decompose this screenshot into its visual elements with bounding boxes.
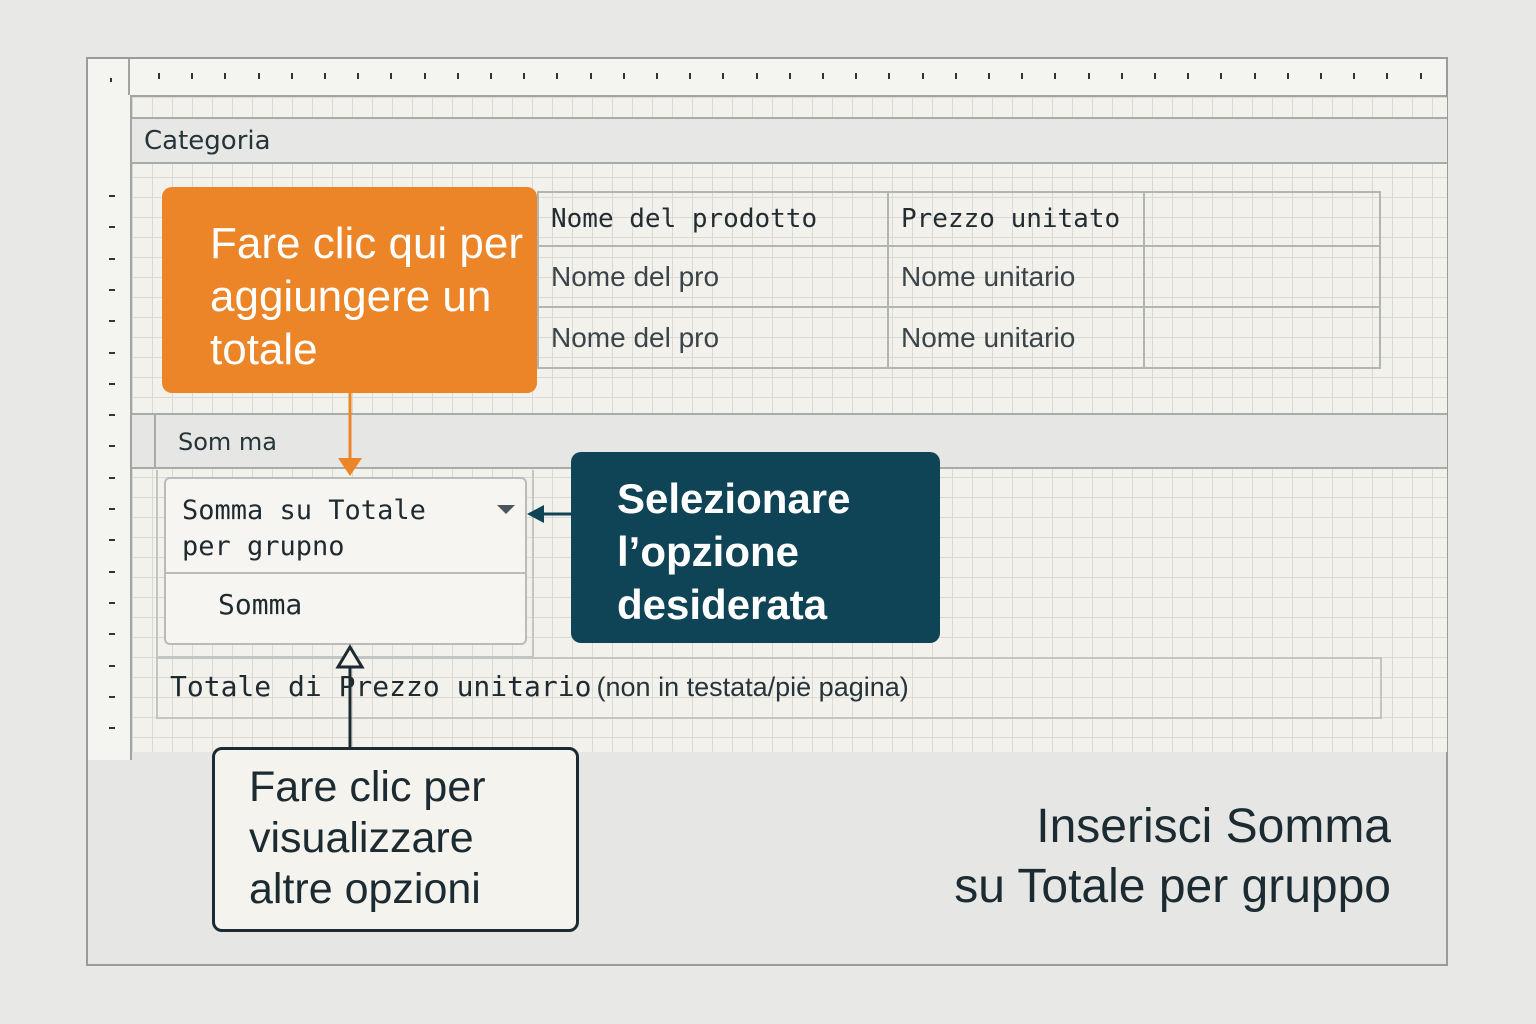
callout-add-total: Fare clic qui per aggiungere un totale — [162, 187, 537, 393]
callout-select-option: Selezionare l’opzione desiderata — [571, 452, 940, 643]
page-title-line-1: Inserisci Somma — [1036, 800, 1391, 853]
table-header-product-name[interactable]: Nome del prodotto — [537, 191, 889, 247]
arrow-down-icon — [338, 393, 362, 476]
page-title — [954, 797, 1391, 917]
arrow-up-icon — [338, 647, 362, 747]
table-cell-unit-price[interactable]: Nome unitario — [887, 245, 1145, 308]
callout-more-options: Fare clic per visualizzare altre opzioni — [212, 747, 579, 932]
arrow-left-icon — [527, 505, 571, 523]
total-field-text: Totale di Prezzo unitario — [170, 670, 592, 703]
table-header-unit-price[interactable]: Prezzo unitato — [887, 191, 1145, 247]
dropdown-option-label: Somma — [218, 588, 303, 621]
sum-band-label: Som ma — [178, 428, 278, 456]
total-field-note: (non in testata/piė pagina) — [596, 672, 909, 702]
page-title-line-2: su Totale per gruppo — [954, 860, 1391, 913]
table-cell-unit-price[interactable]: Nome unitario — [887, 306, 1145, 369]
table-cell-product-name[interactable]: Nome del pro — [537, 245, 889, 308]
table-cell-product-name[interactable]: Nome del pro — [537, 306, 889, 369]
dropdown-selected-label: Somma su Totale per grupno — [182, 495, 426, 562]
category-header-label: Categoria — [144, 126, 271, 156]
